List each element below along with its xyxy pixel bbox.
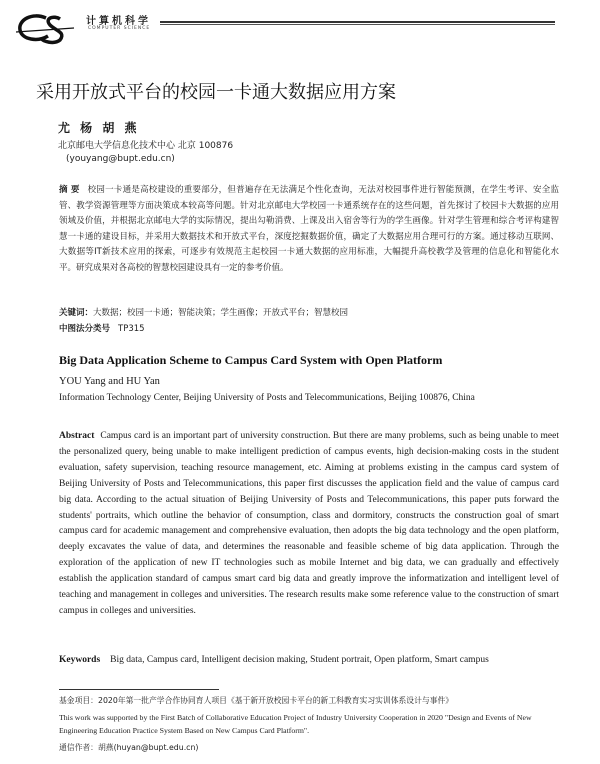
author-email: (youyang@bupt.edu.cn) bbox=[66, 154, 175, 164]
keywords-cn bbox=[59, 306, 559, 322]
abstract-text-cn: 校园一卡通是高校建设的重要部分，但普遍存在无法满足个性化查询，无法对校园事件进行智能预测，在学生考评、安全监管、教学资源管理等方面决策成本较高等问题。针对北京邮电大学校园一卡通系统存在的这些问题，首先探讨了校园卡大数据的应用领域及价值，并根据北京邮电大学的实际情况，提出勾勒消费、上课及出入宿舍等行为的学生画像。针对学生管理和综合考评构建智慧一卡通的建设目标，并采用大数据技术和开放式平台，深度挖掘数据价值，确定了大数据应用合理可行的方案。通过移动互联网、大数据等IT新技术应用的探索，可逐步有效规范主起校园一卡通大数据的应用标准，大幅提升高校教学及管理的信息化和智能化水平。研究成果对各高校的智慧校园建设具有一定的参考价值。 bbox=[59, 185, 559, 273]
abstract-label-en: Abstract bbox=[59, 431, 95, 441]
journal-name-cn: 计算机科学 bbox=[86, 16, 151, 27]
authors-cn: 尤 杨 胡 燕 bbox=[58, 121, 140, 135]
clc-label: 中图法分类号 bbox=[59, 324, 111, 334]
abstract-en bbox=[59, 429, 559, 620]
authors-en: YOU Yang and HU Yan bbox=[59, 376, 160, 387]
clc-value: TP315 bbox=[118, 324, 145, 334]
keywords-en bbox=[59, 655, 559, 665]
abstract-text-en: Campus card is an important part of university construction. But there are many problems, such as being unable to meet the personalized query, being unable to make intelligent prediction of campus events, high decision-making costs in the student evaluation, safety supervision, teaching resource management, etc. Aiming at problems existing in the campus card system of Beijing University of Posts and Telecommunications, this paper first discusses the application field and the value of campus card big data. According to the actual situation of Beijing University of Posts and Telecommunications, this paper puts forward the students' portraits, which outline the behavior of consumption, class and dormitory, constructs the construction goal of smart campus card for academic management and comprehensive evaluation, then adopts the big data technology and the open platform, deeply excavates the value of data, and determines the reasonable and feasible scheme of big data application. Through the exploration of the application of new IT technologies such as mobile Internet and big data, we can gradually and effectively establish the application standard of campus smart card big data and greatly improve the informatization and intelligent level of teaching and management in colleges and universities. The research results make some reference value to the construction of smart campus in colleges and universities. bbox=[59, 431, 559, 616]
footnote-funding-en: This work was supported by the First Batch of Collaborative Education Project of Industry University Cooperation in 2020 "Design and Events of New Engineering Education Practice System Based on New Campus Card Platform". bbox=[59, 713, 532, 735]
journal-name-en: COMPUTER SCIENCE bbox=[88, 26, 151, 31]
affiliation-en: Information Technology Center, Beijing University of Posts and Telecommunications, Beijing 100876, China bbox=[59, 393, 475, 403]
paper-title-cn: 采用开放式平台的校园一卡通大数据应用方案 bbox=[36, 82, 396, 103]
keywords-text-en: Big data, Campus card, Intelligent decision making, Student portrait, Open platform, Smart campus bbox=[110, 655, 489, 665]
paper-title-en: Big Data Application Scheme to Campus Card System with Open Platform bbox=[59, 353, 443, 367]
footnote-rule bbox=[59, 689, 219, 690]
abstract-cn bbox=[59, 183, 559, 276]
affiliation-cn: 北京邮电大学信息化技术中心 北京 100876 bbox=[58, 141, 234, 151]
clc-number bbox=[59, 322, 559, 338]
abstract-label-cn: 摘 要 bbox=[59, 185, 80, 195]
footnote-corresponding-author: 通信作者：胡燕(huyan@bupt.edu.cn) bbox=[59, 743, 199, 752]
header-rule bbox=[160, 21, 555, 23]
header-rule-thin bbox=[160, 24, 555, 25]
keywords-label-en: Keywords bbox=[59, 655, 101, 665]
footnote-funding-cn: 基金项目：2020年第一批产学合作协同育人项目《基于新开放校园卡平台的新工科教育实习实训体系设计与事件》 bbox=[59, 696, 454, 705]
keywords-label-cn: 关键词： bbox=[59, 308, 94, 318]
keywords-text-cn: 大数据；校园一卡通；智能决策；学生画像；开放式平台；智慧校园 bbox=[93, 308, 349, 318]
